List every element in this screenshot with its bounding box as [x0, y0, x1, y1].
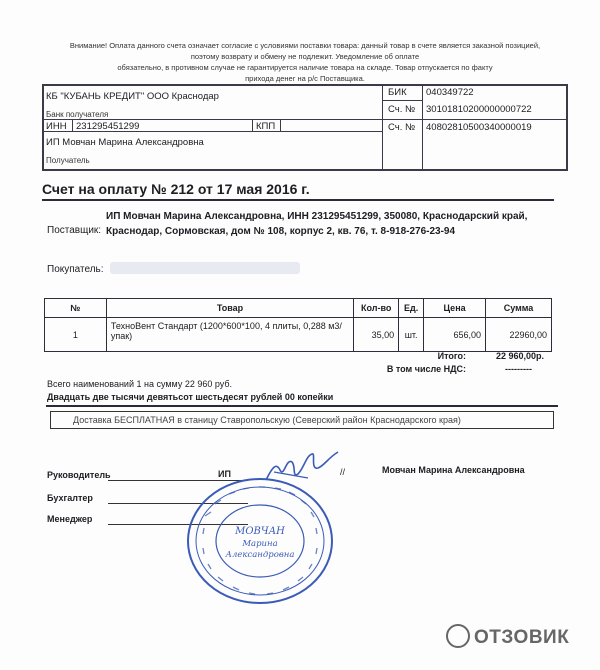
col-header-sum: Сумма: [486, 299, 552, 318]
total-value: 22 960,00р.: [495, 351, 544, 361]
bik-label: БИК: [388, 87, 407, 98]
recipient-bank-label: Банк получателя: [46, 110, 109, 119]
items-count-line: Всего наименований 1 на сумму 22 960 руб.: [47, 379, 233, 389]
kpp-label: КПП: [256, 121, 276, 132]
corr-account-label: Сч. №: [388, 104, 416, 115]
col-header-unit: Ед.: [399, 299, 424, 318]
col-header-product: Товар: [106, 299, 353, 318]
row-sum: 22960,00: [486, 318, 552, 352]
title-divider: [42, 199, 554, 201]
goods-table: [44, 298, 552, 352]
summary-divider: [46, 405, 558, 407]
watermark-text: ОТЗОВИК: [474, 627, 570, 649]
notice-line: прихода денег на р/с Поставщика.: [245, 74, 365, 83]
director-name: Мовчан Марина Александровна: [382, 465, 525, 475]
buyer-redacted: [110, 262, 300, 274]
row-qty: 35,00: [354, 318, 399, 352]
corr-account-value: 30101810200000000722: [426, 104, 532, 115]
notice-line: Внимание! Оплата данного счета означает согласие с условиями поставки товара: данный товар в счете является заказной позицией,: [69, 41, 541, 50]
row-unit: шт.: [399, 318, 424, 352]
supplier-details: [106, 209, 536, 239]
account-value: 40802810500340000019: [426, 122, 532, 133]
recipient-name: ИП Мовчан Марина Александровна: [46, 137, 204, 148]
col-header-price: Цена: [424, 299, 486, 318]
row-product: ТехноВент Стандарт (1200*600*100, 4 плиты, 0,288 м3/упак): [106, 318, 353, 352]
vat-label: В том числе НДС:: [386, 364, 466, 374]
signature-slashes: //: [340, 467, 346, 477]
col-header-num: №: [45, 299, 107, 318]
supplier-label: Поставщик:: [47, 225, 102, 236]
ip-label: ИП: [218, 469, 231, 479]
supplier-line: ИП Мовчан Марина Александровна, ИНН 231295451299, 350080, Краснодарский край,: [106, 211, 528, 222]
row-price: 656,00: [424, 318, 486, 352]
bik-value: 040349722: [426, 87, 474, 98]
bank-name: КБ "КУБАНЬ КРЕДИТ" ООО Краснодар: [46, 91, 219, 102]
notice-line: поэтому возврату и обмену не подлежит. Уведомление об оплате: [190, 52, 420, 61]
account-label: Сч. №: [388, 122, 416, 133]
col-header-qty: Кол-во: [354, 299, 399, 318]
round-stamp: [185, 476, 335, 606]
table-row: [45, 318, 552, 352]
invoice-title: Счет на оплату № 212 от 17 мая 2016 г.: [42, 181, 310, 197]
table-header-row: [45, 299, 552, 318]
notice-line: обязательно, в противном случае не гарантируется наличие товара на складе. Товар отпускается по факту: [117, 63, 493, 72]
row-num: 1: [45, 318, 107, 352]
stamp-name: Марина: [242, 539, 278, 549]
inn-value: 231295451299: [76, 121, 140, 132]
accountant-label: Бухгалтер: [47, 493, 93, 503]
director-label: Руководитель: [47, 470, 111, 480]
inn-label: ИНН: [46, 121, 67, 132]
payment-notice: [40, 40, 570, 84]
recipient-label: Получатель: [46, 156, 90, 165]
bank-details-table: [42, 84, 568, 170]
vat-value: ---------: [505, 364, 532, 374]
otzovik-watermark: [446, 626, 569, 650]
supplier-line: Краснодар, Сормовская, дом № 108, корпус 2, кв. 76, т. 8-918-276-23-94: [106, 226, 456, 237]
buyer-label: Покупатель:: [47, 264, 104, 275]
delivery-note: Доставка БЕСПЛАТНАЯ в станицу Ставропольскую (Северский район Краснодарского края): [50, 411, 554, 429]
stamp-surname: МОВЧАН: [235, 526, 285, 537]
manager-label: Менеджер: [47, 514, 93, 524]
otzovik-logo-icon: [446, 624, 470, 648]
amount-in-words: Двадцать две тысячи девятьсот шестьдесят рублей 00 копейки: [47, 392, 334, 402]
total-label: Итого:: [437, 351, 466, 361]
stamp-patronymic: Александровна: [225, 550, 295, 560]
